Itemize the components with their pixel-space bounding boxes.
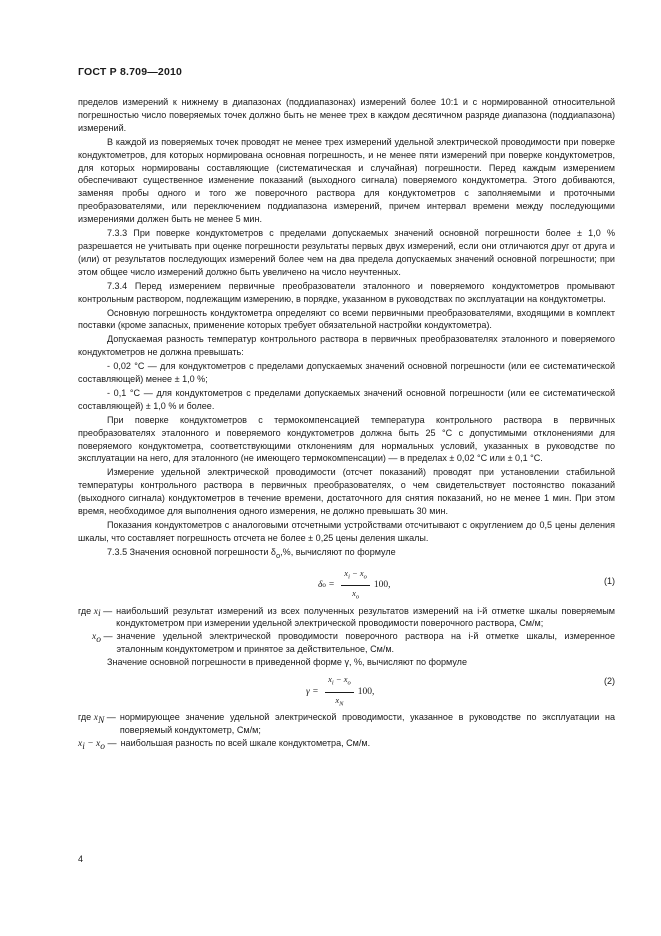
clause-7-3-5: 7.3.5 Значения основной погрешности $\delta_о,\%$, вычисляют по формуле bbox=[107, 546, 396, 560]
definition: где $x_N$ — нормирующее значение удельной электрической проводимости, указанное в руководстве по эксплуатации на поверяемый кондуктометр, См/м; bbox=[78, 712, 615, 735]
paragraph: Значение основной погрешности в приведенной форме γ, %, вычисляют по формуле bbox=[107, 657, 467, 668]
fraction: $\frac{x_i - x_o}{x_N}$ bbox=[325, 673, 354, 711]
paragraph: Измерение удельной электрической проводимости (отсчет показаний) проводят при установлении стабильной температуры контрольного раствора в первичных преобразователях, о чем свидетельствует постоянство показаний (выходного сигнала) кондуктометров в течение времени, достаточного для снятия показаний, но не менее 1 мин. При этом время, необходимое для выполнения одного измерения, не должно превышать 30 мин. bbox=[78, 467, 615, 517]
definition: $x_i - x_o$ — наибольшая разность по всей шкале кондуктометра, См/м. bbox=[78, 737, 371, 752]
formula-1: δ о = $\frac{x_i - x_o}{x_o}$ 100, (1) bbox=[78, 565, 615, 603]
paragraph: Основную погрешность кондуктометра определяют со всеми первичными преобразователями, входящими в комплект поставки (кроме запасных, применение которых требует обязательной настройки кондуктометра). bbox=[78, 307, 615, 331]
document-body bbox=[78, 96, 615, 755]
list-item: - 0,1 °С — для кондуктометров с пределами допускаемых значений основной погрешности (или ее систематической составляющей) ± 1,0 % и более. bbox=[78, 387, 615, 411]
definition: где $x_i$ — наибольший результат измерений из всех полученных результатов измерений на i-й отметке шкалы поверяемым кондуктометром при измерении удельной электрической проводимости поверочного раствора, См/м; bbox=[78, 605, 615, 629]
paragraph: пределов измерений к нижнему в диапазонах (поддиапазонах) измерений более 10:1 и с нормированной относительной погрешностью число поверяемых точек должно быть не менее трех в каждом десятичном разряде диапазона (поддиапазона) измерений. bbox=[78, 97, 615, 133]
formula-number: (1) bbox=[603, 575, 615, 586]
paragraph: Показания кондуктометров с аналоговыми отсчетными устройствами отсчитывают с округлением до 0,5 цены деления шкалы, что составляет погрешность отсчета не более ± 0,25 цены деления шкалы. bbox=[78, 520, 615, 543]
fraction: $\frac{x_i - x_o}{x_o}$ bbox=[341, 567, 370, 605]
document-header: ГОСТ Р 8.709—2010 bbox=[78, 66, 183, 78]
definition: $x_o$ — значение удельной электрической проводимости поверочного раствора на i-й отметке шкалы, измеренное эталонным кондуктометром и принятое за действительное, См/м. bbox=[92, 631, 615, 655]
paragraph: В каждой из поверяемых точек проводят не менее трех измерений удельной электрической проводимости при поверке кондуктометров, для которых нормирована основная погрешность, и не менее пяти измерений при поверке кондуктометров, для которых нормированы составляющие (систематическая и случайная) погрешности. Перед каждым измерением обеспечивают существенное изменение показаний (выходного сигнала) поверяемого кондуктометра. Этого добиваются, заменяя пробы одного и того же поверочного раствора для кондуктометров с заполняемыми и проточными преобразователями, или переключением поддиапазона измерений, причем интервал времени между последующими измерениями должен быть не менее 5 мин. bbox=[78, 136, 615, 225]
clause-7-3-3: 7.3.3 При поверке кондуктометров с пределами допускаемых значений основной погрешности более ± 1,0 % разрешается не учитывать при оценке погрешности результаты первых двух измерений, если они отличаются друг от друга и (или) от результатов последующих измерений более чем на два предела допускаемых значений основной погрешности; при этом общее число измерений должно быть увеличено на число неучтенных. bbox=[78, 228, 615, 277]
clause-7-3-4: 7.3.4 Перед измерением первичные преобразователи эталонного и поверяемого кондуктометров промывают контрольным раствором, подлежащим измерению, в порядке, указанном в руководствах по эксплуатации на кондуктометры. bbox=[78, 280, 615, 304]
list-item: - 0,02 °С — для кондуктометров с пределами допускаемых значений основной погрешности (или ее систематической составляющей) менее ± 1,0 %; bbox=[78, 361, 615, 385]
page-number: 4 bbox=[78, 854, 84, 864]
paragraph: При поверке кондуктометров с термокомпенсацией температура контрольного раствора в первичных преобразователях эталонного и поверяемого кондуктометров должна быть 25 °С с допустимыми отклонениями для поверяемого кондуктометра, соответствующими отклонениям для нормальных условий, указанных в руководстве по эксплуатации на него, для эталонного (не имеющего термокомпенсации) — в пределах ± 0,02 °С или ± 0,1 °С. bbox=[78, 414, 615, 464]
formula-number: (2) bbox=[603, 676, 615, 687]
paragraph: Допускаемая разность температур контрольного раствора в первичных преобразователях эталонного и поверяемого кондуктометров не должна превышать: bbox=[78, 334, 615, 358]
formula-2: γ = $\frac{x_i - x_o}{x_N}$ 100, (2) bbox=[78, 671, 615, 709]
